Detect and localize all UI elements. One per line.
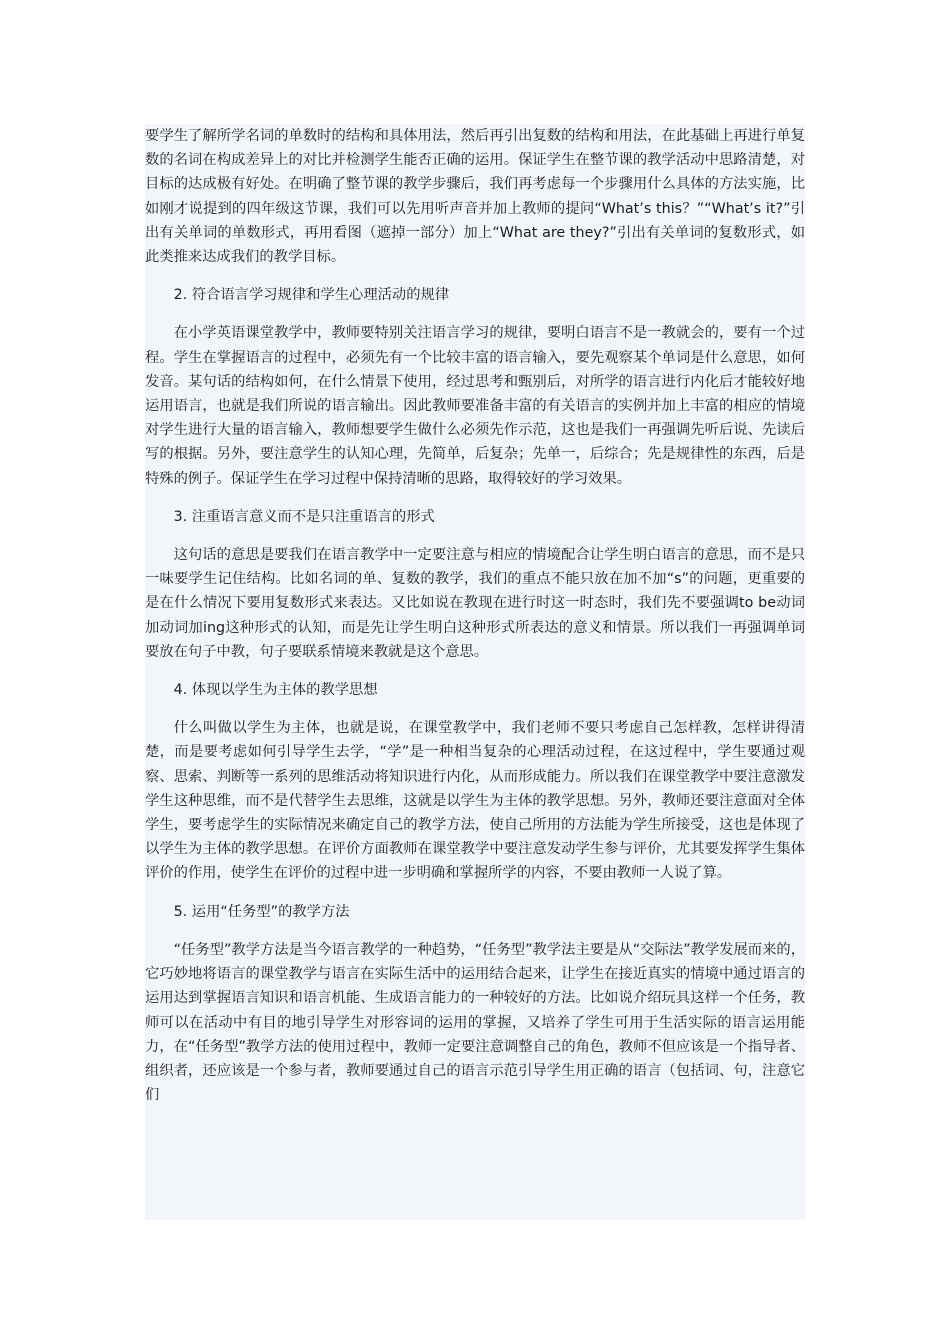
paragraph-section-2: 在小学英语课堂教学中，教师要特别关注语言学习的规律，要明白语言不是一教就会的，要有一个过程。学生在掌握语言的过程中，必须先有一个比较丰富的语言输入，要先观察某个单词是什么意思，如何发音。某句话的结构如何，在什么情景下使用，经过思考和甄别后，对所学的语言进行内化后才能较好地运用语言，也就是我们所说的语言输出。因此教师要准备丰富的有关语言的实例并加上丰富的相应的情境对学生进行大量的语言输入，教师想要学生做什么必须先作示范，这也是我们一再强调先听后说、先读后写的根据。另外，要注意学生的认知心理，先简单，后复杂；先单一，后综合；先是规律性的东西，后是特殊的例子。保证学生在学习过程中保持清晰的思路，取得较好的学习效果。 bbox=[145, 325, 805, 487]
paragraph-section-3: 这句话的意思是要我们在语言教学中一定要注意与相应的情境配合让学生明白语言的意思，而不是只一味要学生记住结构。比如名词的单、复数的教学，我们的重点不能只放在加不加“s”的问题，更重要的是在什么情况下要用复数形式来表达。又比如说在教现在进行时这一时态时，我们先不要强调to be动词加动词加ing这种形式的认知，而是先让学生明白这种形式所表达的意义和情景。所以我们一再强调单词要放在句子中教，句子要联系情境来教就是这个意思。 bbox=[145, 547, 805, 660]
section-heading-4: 4. 体现以学生为主体的教学思想 bbox=[173, 682, 378, 699]
paragraph-intro-continued: 要学生了解所学名词的单数时的结构和具体用法，然后再引出复数的结构和用法，在此基础上再进行单复数的名词在构成差异上的对比并检测学生能否正确的运用。保证学生在整节课的教学活动中思路清楚，对目标的达成极有好处。在明确了整节课的教学步骤后，我们再考虑每一个步骤用什么具体的方法实施，比如刚才说提到的四年级这节课，我们可以先用听声音并加上教师的提问“What’s this？”“What’s it?”引出有关单词的单数形式，再用看图（遮掉一部分）加上“What are they?”引出有关单词的复数形式，如此类推来达成我们的教学目标。 bbox=[145, 128, 805, 266]
section-heading-2: 2. 符合语言学习规律和学生心理活动的规律 bbox=[173, 287, 450, 304]
section-heading-3: 3. 注重语言意义而不是只注重语言的形式 bbox=[173, 508, 435, 525]
paragraph-section-5: “任务型”教学方法是当今语言教学的一种趋势，“任务型”教学法主要是从“交际法”教学发展而来的，它巧妙地将语言的课堂教学与语言在实际生活中的运用结合起来，让学生在接近真实的情境中通过语言的运用达到掌握语言知识和语言机能、生成语言能力的一种较好的方法。比如说介绍玩具这样一个任务，教师可以在活动中有目的地引导学生对形容词的运用的掌握，又培养了学生可用于生活实际的语言运用能力，在“任务型”教学方法的使用过程中，教师一定要注意调整自己的角色，教师不但应该是一个指导者、组织者，还应该是一个参与者，教师要通过自己的语言示范引导学生用正确的语言（包括词、句，注意它们 bbox=[145, 941, 805, 1104]
paragraph-section-4: 什么叫做以学生为主体，也就是说，在课堂教学中，我们老师不要只考虑自己怎样教，怎样讲得清楚，而是要考虑如何引导学生去学，“学”是一种相当复杂的心理活动过程，在这过程中，学生要通过观察、思索、判断等一系列的思维活动将知识进行内化，从而形成能力。所以我们在课堂教学中要注意激发学生这种思维，而不是代替学生去思维，这就是以学生为主体的教学思想。另外，教师还要注意面对全体学生，要考虑学生的实际情况来确定自己的教学方法，使自己所用的方法能为学生所接受，这也是体现了以学生为主体的教学思想。在评价方面教师在课堂教学中要注意发动学生参与评价，尤其要发挥学生集体评价的作用，使学生在评价的过程中进一步明确和掌握所学的内容，不要由教师一人说了算。 bbox=[145, 720, 805, 882]
section-heading-5: 5. 运用“任务型”的教学方法 bbox=[173, 903, 350, 920]
document-body bbox=[145, 124, 805, 1220]
